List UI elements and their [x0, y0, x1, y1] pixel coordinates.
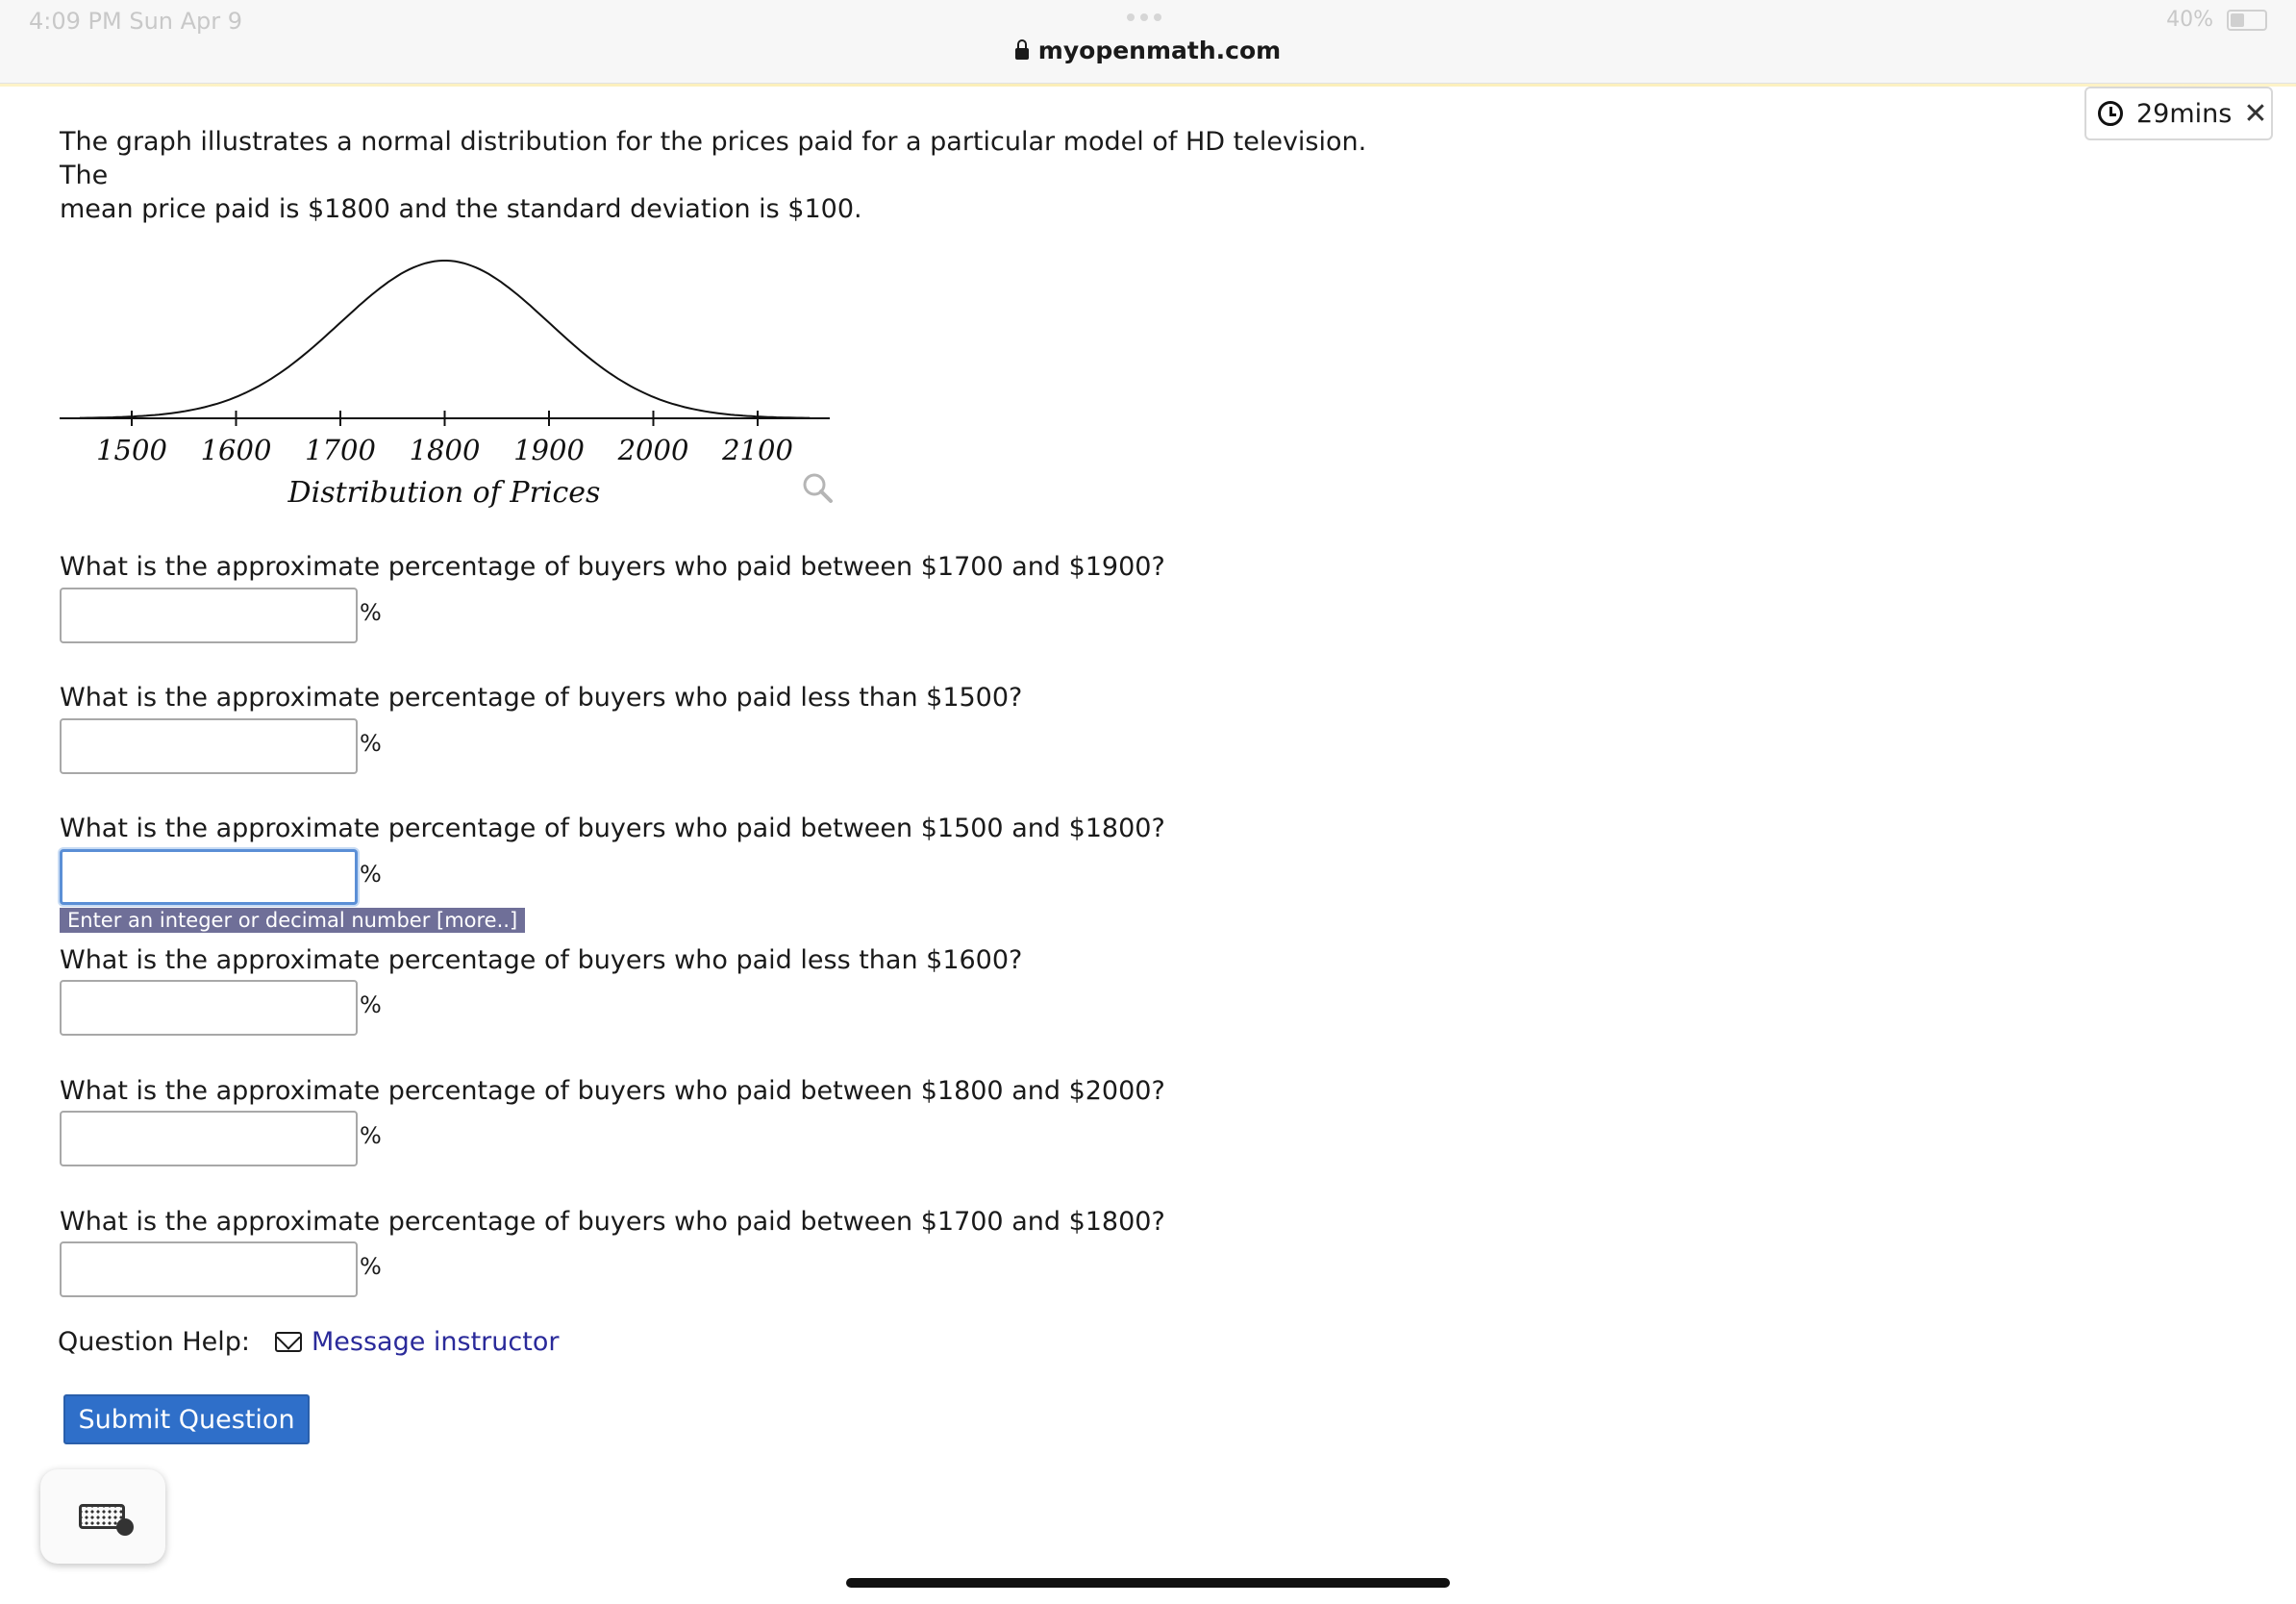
more-dots-icon[interactable] — [1127, 13, 1161, 21]
part-4-unit: % — [360, 991, 382, 1018]
part-1-input[interactable] — [60, 588, 358, 643]
question-help-label: Question Help: — [58, 1327, 250, 1357]
x-tick-label-1700: 1700 — [305, 434, 376, 466]
zoom-magnifier-icon[interactable] — [805, 475, 831, 501]
intro-line-2: mean price paid is $1800 and the standard deviation is $100. — [60, 194, 862, 224]
battery-icon — [2227, 10, 2267, 31]
part-4-input[interactable] — [60, 980, 358, 1036]
part-2-input[interactable] — [60, 718, 358, 774]
timer-label: 29mins — [2136, 98, 2233, 129]
close-icon[interactable]: ✕ — [2243, 96, 2268, 131]
part-3-unit: % — [360, 861, 382, 888]
x-tick-label-1500: 1500 — [96, 434, 167, 466]
question-help — [58, 1327, 559, 1357]
browser-top-bar — [0, 0, 2296, 85]
part-6-unit: % — [360, 1253, 382, 1280]
part-5-prompt: What is the approximate percentage of buyers who paid between $1800 and $2000? — [60, 1076, 1165, 1106]
x-tick-label-1900: 1900 — [513, 434, 585, 466]
status-right — [2166, 8, 2267, 32]
x-tick-label-2100: 2100 — [722, 434, 793, 466]
x-tick-label-1800: 1800 — [409, 434, 481, 466]
timer-badge — [2084, 87, 2273, 140]
part-6-prompt: What is the approximate percentage of buyers who paid between $1700 and $1800? — [60, 1207, 1165, 1237]
question-intro — [60, 125, 1386, 226]
part-2-prompt: What is the approximate percentage of buyers who paid less than $1500? — [60, 683, 1023, 713]
x-tick-label-2000: 2000 — [617, 434, 689, 466]
message-instructor-link[interactable]: Message instructor — [312, 1327, 560, 1357]
part-2-unit: % — [360, 730, 382, 757]
keyboard-toggle-button[interactable] — [40, 1469, 165, 1564]
status-time: 4:09 PM Sun Apr 9 — [29, 8, 243, 35]
home-indicator — [846, 1578, 1450, 1588]
part-3-input[interactable] — [60, 849, 358, 905]
part-5-unit: % — [360, 1122, 382, 1149]
url-text: myopenmath.com — [1037, 37, 1282, 64]
part-3-prompt: What is the approximate percentage of buyers who paid between $1500 and $1800? — [60, 814, 1165, 843]
address-bar[interactable] — [0, 37, 2296, 64]
x-axis-label: Distribution of Prices — [287, 476, 601, 510]
part-4-prompt: What is the approximate percentage of buyers who paid less than $1600? — [60, 945, 1023, 975]
bell-curve — [80, 261, 811, 418]
mail-icon[interactable] — [275, 1332, 302, 1352]
keyboard-icon — [79, 1504, 125, 1529]
part-5-input[interactable] — [60, 1111, 358, 1166]
part-1-prompt: What is the approximate percentage of buyers who paid between $1700 and $1900? — [60, 552, 1165, 582]
part-6-input[interactable] — [60, 1241, 358, 1297]
part-1-unit: % — [360, 599, 382, 626]
battery-percent: 40% — [2166, 8, 2213, 32]
intro-line-1: The graph illustrates a normal distribution for the prices paid for a particular model of HD television. The — [60, 127, 1367, 190]
lock-icon — [1015, 48, 1029, 60]
submit-question-button[interactable]: Submit Question — [63, 1394, 310, 1444]
input-hint-tooltip[interactable]: Enter an integer or decimal number [more..] — [60, 908, 525, 933]
clock-icon — [2098, 101, 2123, 126]
x-tick-label-1600: 1600 — [200, 434, 272, 466]
normal-distribution-graph — [53, 240, 841, 519]
